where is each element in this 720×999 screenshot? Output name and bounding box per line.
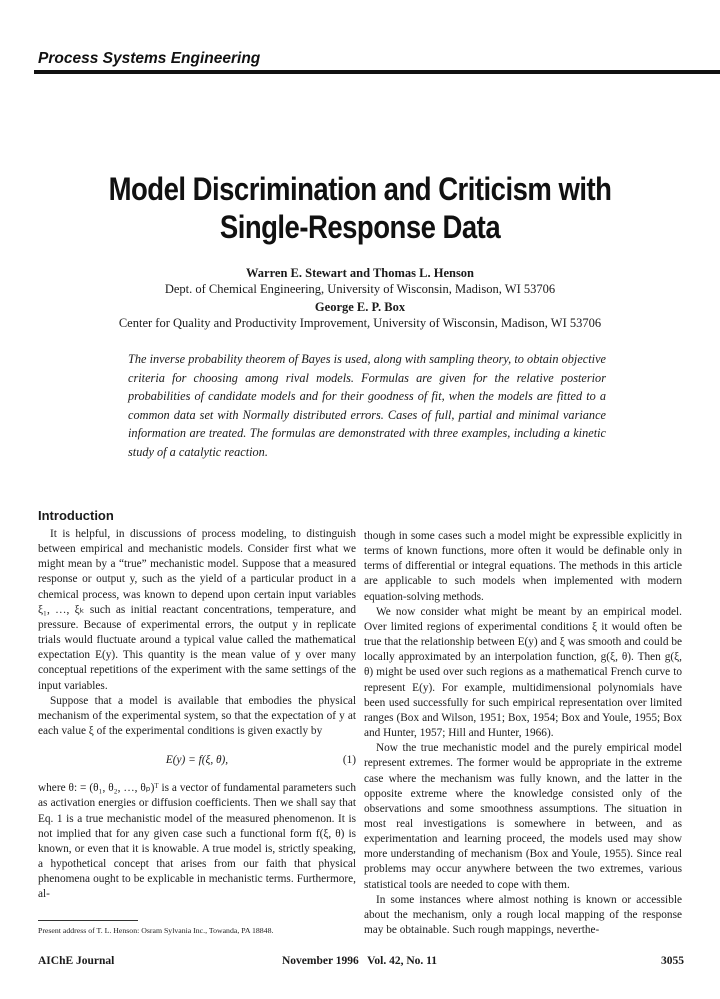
paragraph: It is helpful, in discussions of process modeling, to distinguish between empirical and mechanistic models. Consider first what we might mean by a “true” mechanistic model. Suppose that a measured response or output y, such as the yield of a particular product in a chemical process, was known to depend upon certain input variables ξ₁, …, ξₖ such as initial reactant concentrations, temperature, and pressure. Because of experimental errors, the output y in replicate trials would fluctuate around a typical value called the mathematical expectation E(y). This quantity is the mean value of y over many conceptual repetitions of the experiment with the same settings of the input variables. — [38, 528, 356, 692]
paragraph: where θ: = (θ₁, θ₂, …, θₚ)ᵀ is a vector of fundamental parameters such as activation energies or diffusion coefficients. Then we shall say that Eq. 1 is a true mechanistic model of the measured phenomenon. It is not implied that for any given case such a functional form f(ξ, θ) is known, or even that it is knowable. A true model is, strictly speaking, a hypothetical concept that arises from our faith that physical phenomena ought to be explicable in mechanistic terms. Furthermore, al- — [38, 782, 356, 901]
author-names-1: Warren E. Stewart and Thomas L. Henson — [245, 266, 475, 280]
right-column — [364, 529, 682, 938]
abstract: The inverse probability theorem of Bayes is used, along with sampling theory, to obtain objective criteria for choosing among rival models. Formulas are given for the relative posterior probabilities of candidate models and for their goodness of fit, when the models are fitted to a common data set with Normally distributed errors. Cases of full, partial and minimal variance information are treated. The formulas are demonstrated with three examples, including a kinetic study of a catalytic reaction. — [128, 352, 606, 459]
footer-page-number: 3055 — [661, 955, 684, 967]
title-line-1: Model Discrimination and Criticism with — [108, 171, 612, 207]
equation-1 — [38, 747, 356, 777]
footnote: Present address of T. L. Henson: Osram Sylvania Inc., Towanda, PA 18848. — [38, 926, 274, 935]
equation-text: E(y) = f(ξ, θ), — [165, 754, 229, 767]
paragraph: In some instances where almost nothing is known or accessible about the mechanism, only a rough local mapping of the response may be obtainable. Such rough mappings, neverthe- — [364, 893, 682, 937]
left-column — [38, 527, 356, 902]
footer-issue: November 1996 Vol. 42, No. 11 — [282, 955, 438, 967]
footer-journal: AIChE Journal — [38, 955, 115, 967]
author-affiliation-1: Dept. of Chemical Engineering, University of Wisconsin, Madison, WI 53706 — [164, 282, 556, 296]
author-affiliation-2: Center for Quality and Productivity Improvement, University of Wisconsin, Madison, WI 53706 — [118, 316, 602, 330]
paragraph: We now consider what might be meant by an empirical model. Over limited regions of experimental conditions ξ it would often be true that the relationship between E(y) and ξ was smooth and could be locally approximated by an interpolation function, g(ξ, θ). Then g(ξ, θ) might be used over such regions as a mathematical French curve to represent E(y). For example, multidimensional polynomials have been used successfully for such empirical representation over limited ranges (Box and Wilson, 1951; Box, 1954; Box and Youle, 1955; Box and Hunter, 1957; Hill and Hunter, 1966). — [364, 605, 682, 740]
paragraph: Now the true mechanistic model and the purely empirical model represent extremes. The former would be appropriate in the extreme case where the mechanism was fully known, and the latter in the opposite extreme where the knowledge consisted only of the observations and some smoothness assumptions. The situation in most real investigations is somewhere in between, and as experimentation and learning proceed, the models used may show more understanding of mechanism (Box and Youle, 1955). Since real problems may occur anywhere between the two extremes, various statistical tools are needed to cope with them. — [364, 742, 682, 891]
equation-number: (1) — [342, 754, 356, 767]
header-rule — [34, 70, 720, 74]
paper-title — [85, 170, 635, 246]
title-line-2: Single-Response Data — [219, 209, 501, 245]
footnote-rule — [38, 920, 138, 921]
paragraph: Suppose that a model is available that embodies the physical mechanism of the experimental system, so that the expectation of y at each value ξ of the experimental conditions is given exactly by — [38, 694, 356, 738]
paragraph: though in some cases such a model might be expressible explicitly in terms of known functions, more often it would be definable only in terms of differential or integral equations. The methods in this article are applicable to such models when implemented with modern equation-solving methods. — [364, 530, 682, 603]
section-heading: Process Systems Engineering — [38, 50, 261, 67]
author-block — [40, 265, 680, 331]
introduction-heading: Introduction — [38, 508, 114, 523]
author-names-2: George E. P. Box — [314, 300, 406, 314]
